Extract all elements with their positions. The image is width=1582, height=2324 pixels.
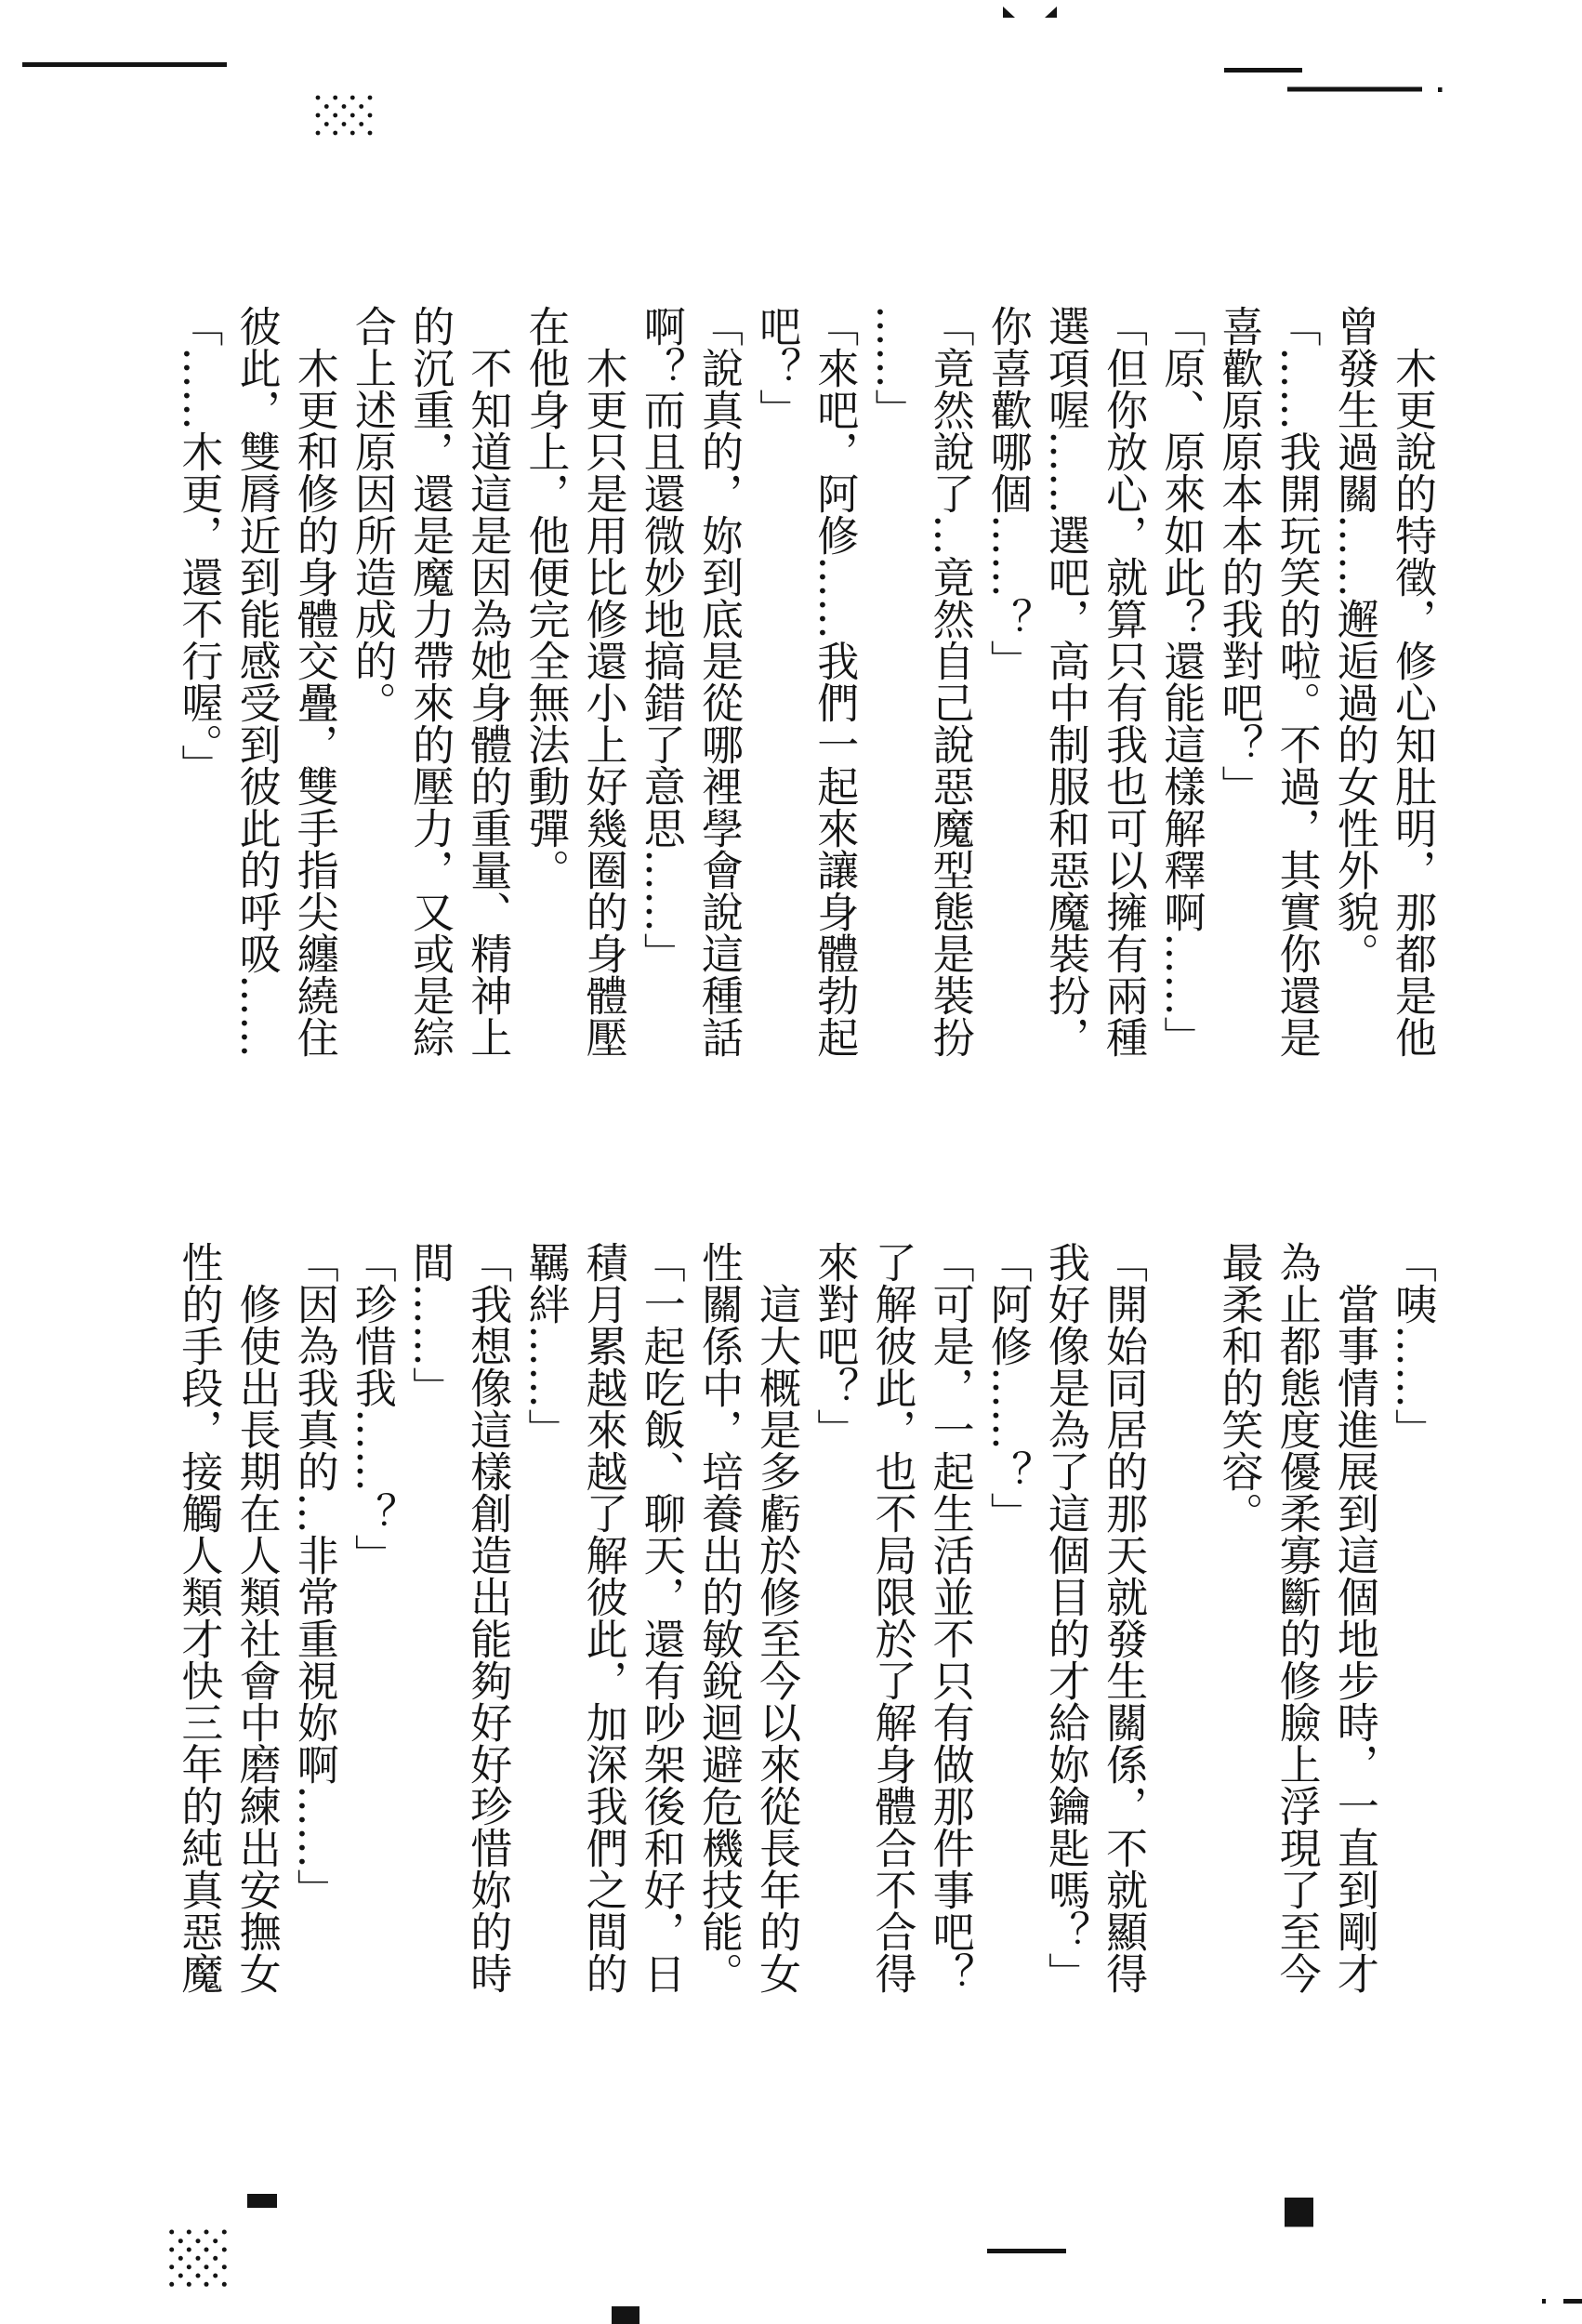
text-column: 合上述原因所造成的。 [347,305,397,723]
halftone-dot-patch-bottom-left [169,2230,227,2287]
bottom-center-square-mark [612,2306,639,2324]
text-column: 「阿修……？」 [982,1241,1033,1534]
text-column: 性的手段，接觸人類才快三年的純真惡魔 [174,1241,224,1994]
text-column: 「但你放心，就算只有我也可以擁有兩種 [1099,305,1149,1058]
text-column: 「咦……」 [1388,1241,1437,1450]
text-column: 「說真的，妳到底是從哪裡學會說這種話 [693,305,744,1058]
text-column: 「可是，一起生活並不只有做那件事吧？ [925,1241,975,1994]
text-column: 間……」 [405,1241,455,1408]
text-column: ……」 [867,305,917,430]
text-column: 不知道這是因為她身體的重量、精神上 [463,305,513,1058]
text-column: 木更和修的身體交疊，雙手指尖纏繞住 [289,305,339,1058]
bottom-right-square-mark [1285,2198,1313,2227]
bottom-right-rule-stub [1563,2299,1582,2304]
text-column: 積月累越來越了解彼此，加深我們之間的 [578,1241,628,1994]
lower-text-block [169,1241,1441,2003]
bottom-right-dot-mark [1542,2299,1546,2304]
text-column: 羈絆……」 [521,1241,571,1450]
text-column: 「因為我真的…非常重視妳啊……」 [289,1241,339,1910]
text-column: 「我想像這樣創造出能夠好好珍惜妳的時 [463,1241,513,1994]
text-column: 曾發生過關……邂逅過的女性外貌。 [1329,305,1379,974]
text-column: 「……木更，還不行喔。」 [174,305,224,786]
top-right-rule-bar-short [1224,68,1302,73]
registration-triangle-left-icon [1003,7,1015,18]
text-column: 木更只是用比修還小上好幾圈的身體壓 [578,305,628,1058]
upper-text-block [169,305,1441,1067]
text-column: 選項喔……選吧，高中制服和惡魔裝扮， [1040,305,1090,1058]
blank-column [1152,1241,1209,2003]
text-column: 「開始同居的那天就發生關係，不就顯得 [1099,1241,1149,1994]
text-column: 吧？」 [752,305,802,430]
text-column: 最柔和的笑容。 [1214,1241,1264,1534]
top-right-rule-bar-long [1287,87,1422,92]
text-column: 「竟然說了…竟然自己說惡魔型態是裝扮 [925,305,975,1058]
text-column: 彼此，雙脣近到能感受到彼此的呼吸…… [231,305,282,1058]
text-column: 「原、原來如此？還能這樣解釋啊……」 [1156,305,1206,1058]
text-column: 為止都態度優柔寡斷的修臉上浮現了至今 [1272,1241,1322,1994]
text-column: 我好像是為了這個目的才給妳鑰匙嗎？」 [1040,1241,1090,1994]
text-column: 了解彼此，也不局限於了解身體合不合得 [867,1241,917,1994]
text-column: 這大概是多虧於修至今以來從長年的女 [752,1241,802,1994]
text-column: 「來吧，阿修……我們一起來讓身體勃起 [810,305,860,1058]
halftone-dot-patch-top-left [316,96,373,136]
text-column: 來對吧？」 [810,1241,860,1450]
bottom-center-rule-bar [987,2249,1066,2253]
text-column: 在他身上，他便完全無法動彈。 [521,305,571,891]
text-column: 你喜歡哪個……？」 [982,305,1033,681]
text-column: 「珍惜我……？」 [347,1241,397,1576]
bottom-left-block-mark [247,2194,277,2208]
text-column: 啊？而且還微妙地搞錯了意思……」 [636,305,686,974]
top-right-dot-mark [1438,87,1443,92]
text-column: 木更說的特徵，修心知肚明，那都是他 [1388,305,1437,1058]
top-left-rule-bar [22,62,227,67]
text-column: 修使出長期在人類社會中磨練出安撫女 [231,1241,282,1994]
text-column: 的沉重，還是魔力帶來的壓力，又或是綜 [405,305,455,1058]
text-column: 「一起吃飯、聊天，還有吵架後和好，日 [636,1241,686,1994]
registration-triangle-right-icon [1045,7,1057,18]
text-column: 「……我開玩笑的啦。不過，其實你還是 [1272,305,1322,1058]
text-column: 當事情進展到這個地步時，一直到剛才 [1329,1241,1379,1994]
text-column: 喜歡原原本本的我對吧？」 [1214,305,1264,807]
text-column: 性關係中，培養出的敏銳迴避危機技能。 [693,1241,744,1994]
